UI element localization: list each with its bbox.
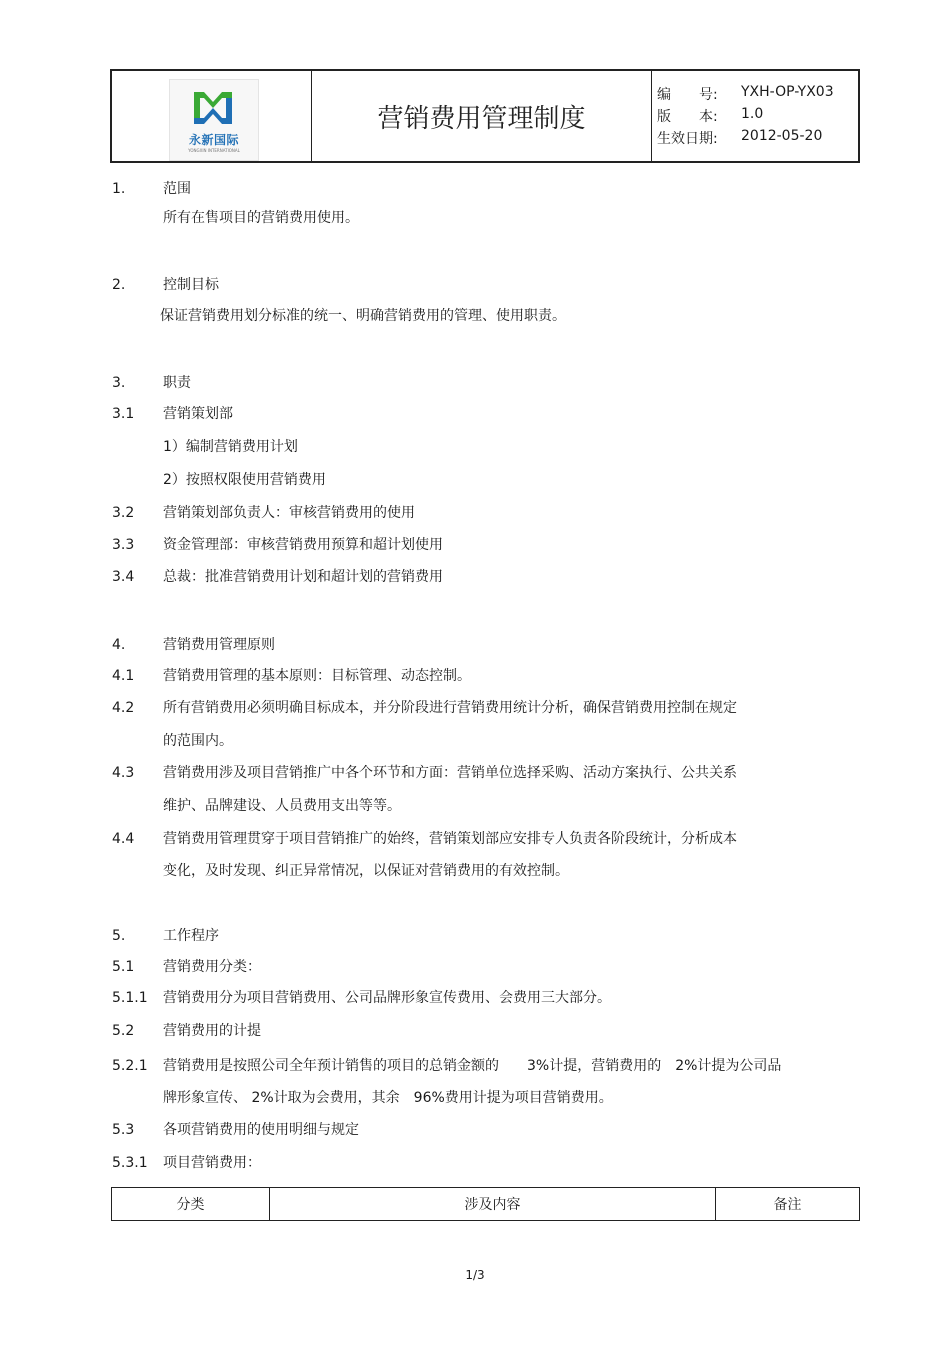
document-meta (652, 71, 858, 161)
table-header-remarks: 备注 (773, 1197, 802, 1213)
section-number: 5. (112, 928, 126, 944)
clause-number: 3.3 (112, 537, 135, 553)
clause-number: 5.1 (112, 959, 135, 975)
list-item: 2）按照权限使用营销费用 (163, 472, 326, 488)
clause-number: 4.4 (112, 831, 135, 847)
clause-number: 5.1.1 (112, 990, 148, 1006)
clause-number: 4.1 (112, 668, 135, 684)
meta-value: YXH-OP-YX03 (741, 84, 834, 100)
document-header (110, 69, 860, 163)
section-number: 4. (112, 637, 126, 653)
clause-text: 各项营销费用的使用明细与规定 (163, 1122, 359, 1138)
clause-number: 5.2 (112, 1023, 135, 1039)
clause-text: 营销策划部 (163, 406, 233, 422)
clause-number: 3.1 (112, 406, 135, 422)
clause-text: 项目营销费用： (163, 1155, 261, 1171)
meta-label: 生效日期: (657, 131, 718, 147)
section-number: 3. (112, 375, 126, 391)
clause-text: 营销费用分为项目营销费用、公司品牌形象宣传费用、会费用三大部分。 (163, 990, 611, 1006)
clause-text: 营销费用管理贯穿于项目营销推广的始终，营销策划部应安排专人负责各阶段统计，分析成本 (163, 831, 737, 847)
clause-text: 营销费用的计提 (163, 1023, 261, 1039)
clause-text: 所有营销费用必须明确目标成本，并分阶段进行营销费用统计分析，确保营销费用控制在规定 (163, 700, 737, 716)
section-title: 营销费用管理原则 (163, 637, 275, 653)
expense-table-header (111, 1187, 860, 1221)
section-title: 控制目标 (163, 277, 219, 293)
clause-number: 4.3 (112, 765, 135, 781)
clause-text: 营销费用涉及项目营销推广中各个环节和方面：营销单位选择采购、活动方案执行、公共关系 (163, 765, 737, 781)
clause-text: 资金管理部：审核营销费用预算和超计划使用 (163, 537, 443, 553)
clause-text-continued: 变化，及时发现、纠正异常情况，以保证对营销费用的有效控制。 (163, 863, 569, 879)
logo-chinese-text: 永新国际 (188, 133, 239, 147)
clause-text-continued: 牌形象宣传、 2%计取为会费用，其余 96%费用计提为项目营销费用。 (163, 1090, 613, 1106)
section-title: 范围 (163, 181, 191, 197)
table-header-category: 分类 (112, 1188, 270, 1220)
clause-text: 营销费用管理的基本原则：目标管理、动态控制。 (163, 668, 471, 684)
clause-text: 总裁：批准营销费用计划和超计划的营销费用 (163, 569, 443, 585)
clause-number: 5.3.1 (112, 1155, 148, 1171)
table-header-content: 涉及内容 (270, 1188, 716, 1220)
clause-number: 3.4 (112, 569, 135, 585)
clause-text: 营销费用是按照公司全年预计销售的项目的总销金额的 3%计提，营销费用的 2%计提为公司品 (163, 1058, 782, 1074)
section-body: 所有在售项目的营销费用使用。 (163, 210, 359, 226)
section-body: 保证营销费用划分标准的统一、明确营销费用的管理、使用职责。 (160, 308, 566, 324)
meta-label: 编 号: (657, 87, 718, 103)
clause-number: 5.2.1 (112, 1058, 148, 1074)
clause-text-continued: 维护、品牌建设、人员费用支出等等。 (163, 798, 401, 814)
logo-english-text: YONGXIN INTERNATIONAL (188, 148, 240, 153)
clause-text: 营销策划部负责人：审核营销费用的使用 (163, 505, 415, 521)
section-number: 1. (112, 181, 126, 197)
meta-label: 版 本: (657, 109, 718, 125)
clause-text-continued: 的范围内。 (163, 733, 233, 749)
page-number: 1/3 (465, 1268, 485, 1282)
clause-number: 5.3 (112, 1122, 135, 1138)
clause-text: 营销费用分类： (163, 959, 261, 975)
list-item: 1）编制营销费用计划 (163, 439, 298, 455)
logo-mark-icon (190, 88, 236, 128)
section-number: 2. (112, 277, 126, 293)
clause-number: 4.2 (112, 700, 135, 716)
company-logo (169, 79, 259, 161)
clause-number: 3.2 (112, 505, 135, 521)
meta-value: 1.0 (741, 106, 764, 122)
document-title: 营销费用管理制度 (312, 71, 652, 161)
section-title: 工作程序 (163, 928, 219, 944)
logo-cell (112, 71, 312, 161)
section-title: 职责 (163, 375, 191, 391)
meta-value: 2012-05-20 (741, 128, 823, 144)
